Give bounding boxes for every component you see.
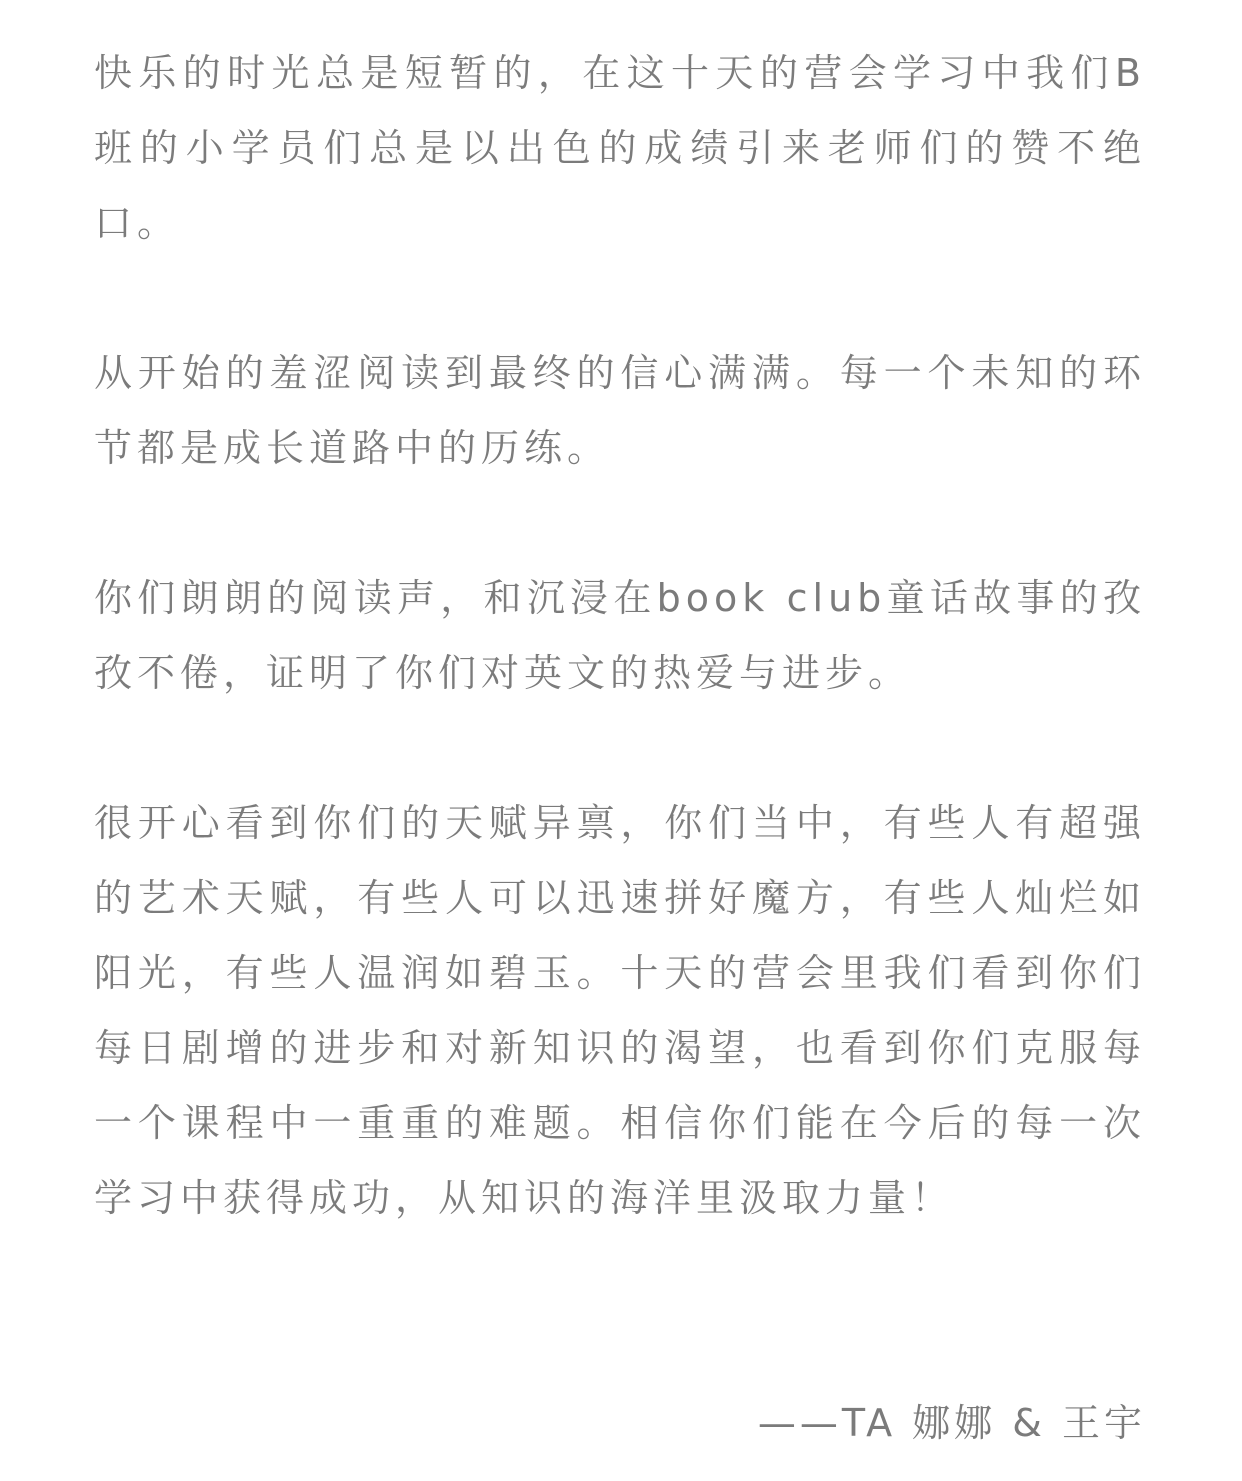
paragraph-gap (94, 261, 1146, 336)
paragraph-4: 很开心看到你们的天赋异禀，你们当中，有些人有超强的艺术天赋，有些人可以迅速拼好魔方，有些人灿烂如阳光，有些人温润如碧玉。十天的营会里我们看到你们每日剧增的进步和对新知识的渴望，也看到你们克服每一个课程中一重重的难题。相信你们能在今后的每一次学习中获得成功，从知识的海洋里汲取力量！ (94, 801, 1146, 1220)
article-body (94, 36, 1146, 1236)
paragraph-gap (94, 486, 1146, 561)
paragraph-2: 从开始的羞涩阅读到最终的信心满满。每一个未知的环节都是成长道路中的历练。 (94, 351, 1146, 470)
paragraph-gap (94, 711, 1146, 786)
paragraph-3: 你们朗朗的阅读声，和沉浸在book club童话故事的孜孜不倦，证明了你们对英文的热爱与进步。 (94, 576, 1146, 695)
signature: ——TA 娜娜 & 王宇 (757, 1401, 1146, 1445)
paragraph-1: 快乐的时光总是短暂的，在这十天的营会学习中我们B班的小学员们总是以出色的成绩引来老师们的赞不绝口。 (94, 51, 1146, 245)
